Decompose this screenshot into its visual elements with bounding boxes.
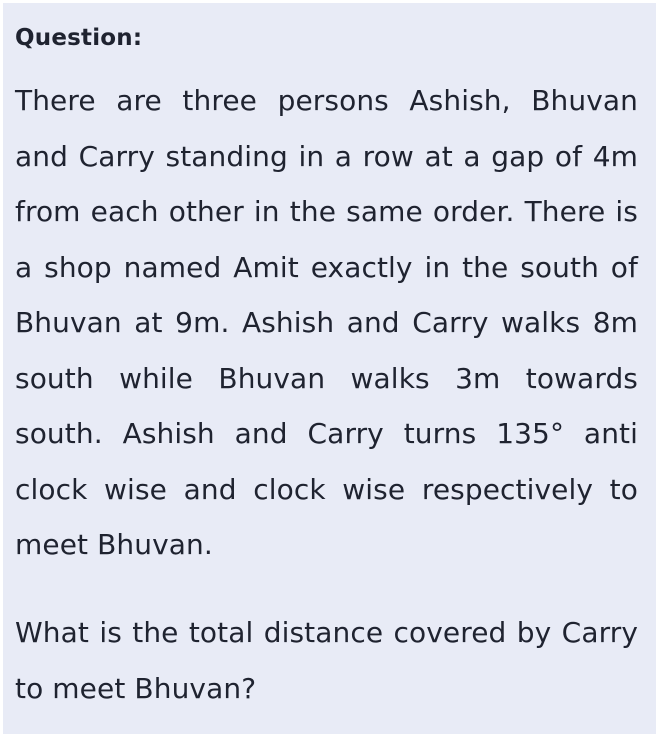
question-card [3, 3, 656, 734]
question-prompt: What is the total distance covered by Carry to meet Bhuvan? [15, 616, 638, 705]
question-body: There are three persons Ashish, Bhuvan and Carry standing in a row at a gap of 4m from each other in the same order. There is a shop named Amit exactly in the south of Bhuvan at 9m. Ashish and Carry walks 8m south while Bhuvan walks 3m towards south. Ashish and Carry turns 135° anti clock wise and clock wise respectively to meet Bhuvan. [15, 84, 638, 561]
question-heading: Question: [15, 25, 143, 51]
